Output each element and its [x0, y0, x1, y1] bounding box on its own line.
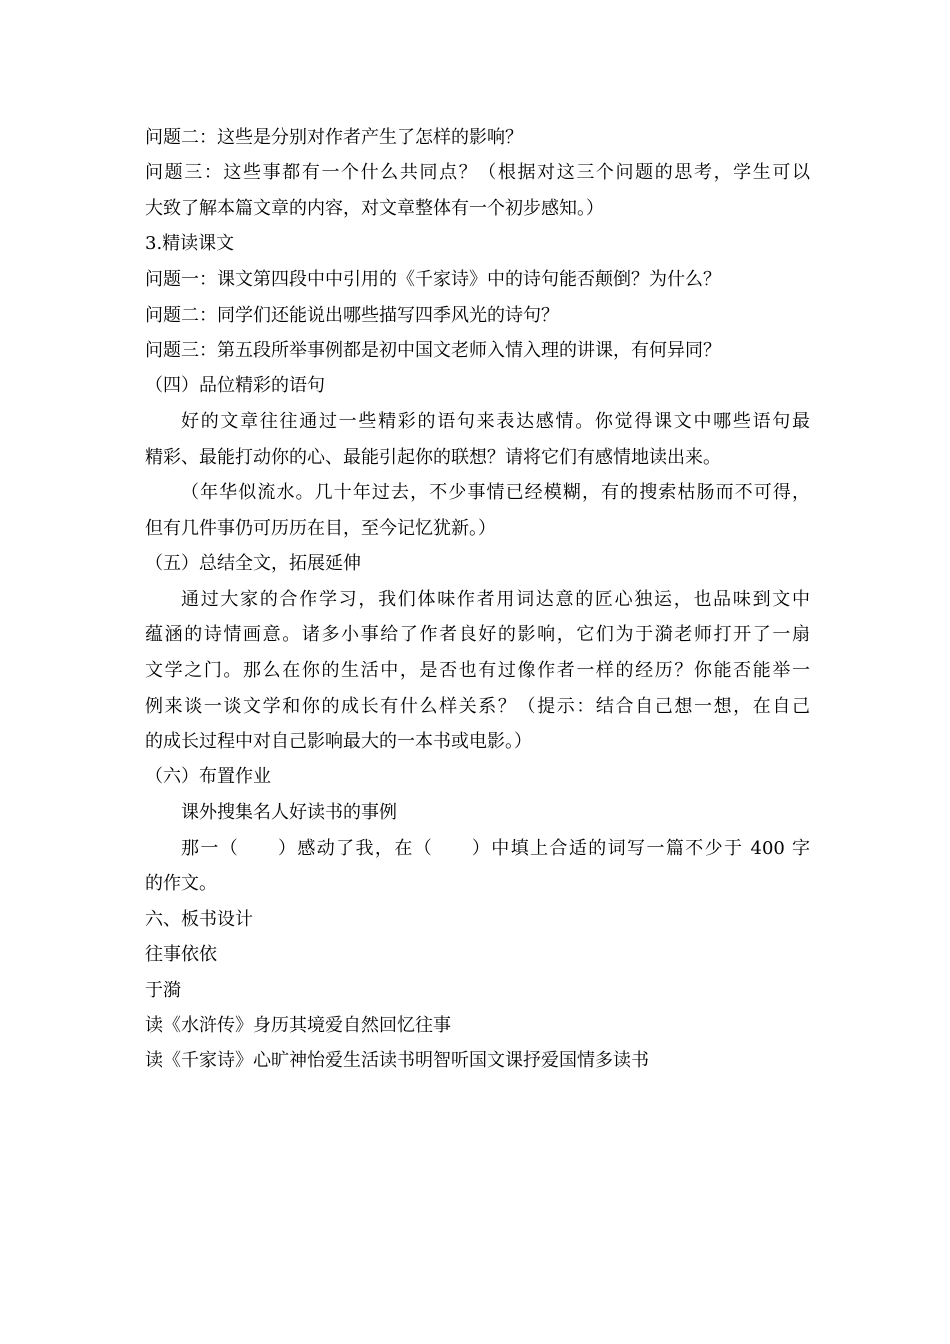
paragraph-five-line-1: 通过大家的合作学习，我们体味作者用词达意的匠心独运，也品味到文中 [181, 589, 810, 610]
blackboard-line-1: 读《水浒传》身历其境爱自然回忆往事 [145, 1015, 451, 1036]
question-two-line: 问题二：这些是分别对作者产生了怎样的影响？ [145, 127, 523, 148]
section-heading-intensive-reading: 3.精读课文 [145, 233, 235, 254]
question-three-line: 问题三：这些事都有一个什么共同点？（根据对这三个问题的思考，学生可以 [145, 162, 810, 183]
blackboard-title: 往事依依 [145, 944, 217, 965]
paragraph-four-line-1: 好的文章往往通过一些精彩的语句来表达感情。你觉得课文中哪些语句最 [181, 411, 810, 432]
reading-question-two: 问题二：同学们还能说出哪些描写四季风光的诗句？ [145, 305, 559, 326]
blackboard-line-2: 读《千家诗》心旷神怡爱生活读书明智听国文课抒爱国情多读书 [145, 1050, 649, 1071]
section-heading-five: （五）总结全文，拓展延伸 [145, 553, 361, 574]
quote-line-2: 但有几件事仍可历历在目，至今记忆犹新。） [145, 518, 496, 539]
homework-item-2: 那一（ ）感动了我，在（ ）中填上合适的词写一篇不少于 400 字 [181, 838, 810, 859]
paragraph-four-line-2: 精彩、最能打动你的心、最能引起你的联想？请将它们有感情地读出来。 [145, 447, 721, 468]
paragraph-five-line-3: 文学之门。那么在你的生活中，是否也有过像作者一样的经历？你能否能举一 [145, 660, 810, 681]
paragraph-five-line-2: 蕴涵的诗情画意。诸多小事给了作者良好的影响，它们为于漪老师打开了一扇 [145, 624, 810, 645]
reading-question-three: 问题三：第五段所举事例都是初中国文老师入情入理的讲课，有何异同？ [145, 340, 721, 361]
question-three-continuation: 大致了解本篇文章的内容，对文章整体有一个初步感知。） [145, 198, 604, 219]
section-heading-four: （四）品位精彩的语句 [145, 375, 325, 396]
homework-item-1: 课外搜集名人好读书的事例 [181, 802, 397, 823]
paragraph-five-line-4: 例来谈一谈文学和你的成长有什么样关系？（提示：结合自己想一想，在自己 [145, 696, 810, 717]
blackboard-design-heading: 六、板书设计 [145, 909, 253, 930]
homework-item-2-continuation: 的作文。 [145, 873, 217, 894]
reading-question-one: 问题一：课文第四段中中引用的《千家诗》中的诗句能否颠倒？为什么？ [145, 269, 721, 290]
quote-line-1: （年华似流水。几十年过去，不少事情已经模糊，有的搜索枯肠而不可得， [181, 482, 810, 503]
paragraph-five-line-5: 的成长过程中对自己影响最大的一本书或电影。） [145, 731, 532, 752]
blackboard-author: 于漪 [145, 980, 181, 1001]
section-heading-six: （六）布置作业 [145, 766, 271, 787]
